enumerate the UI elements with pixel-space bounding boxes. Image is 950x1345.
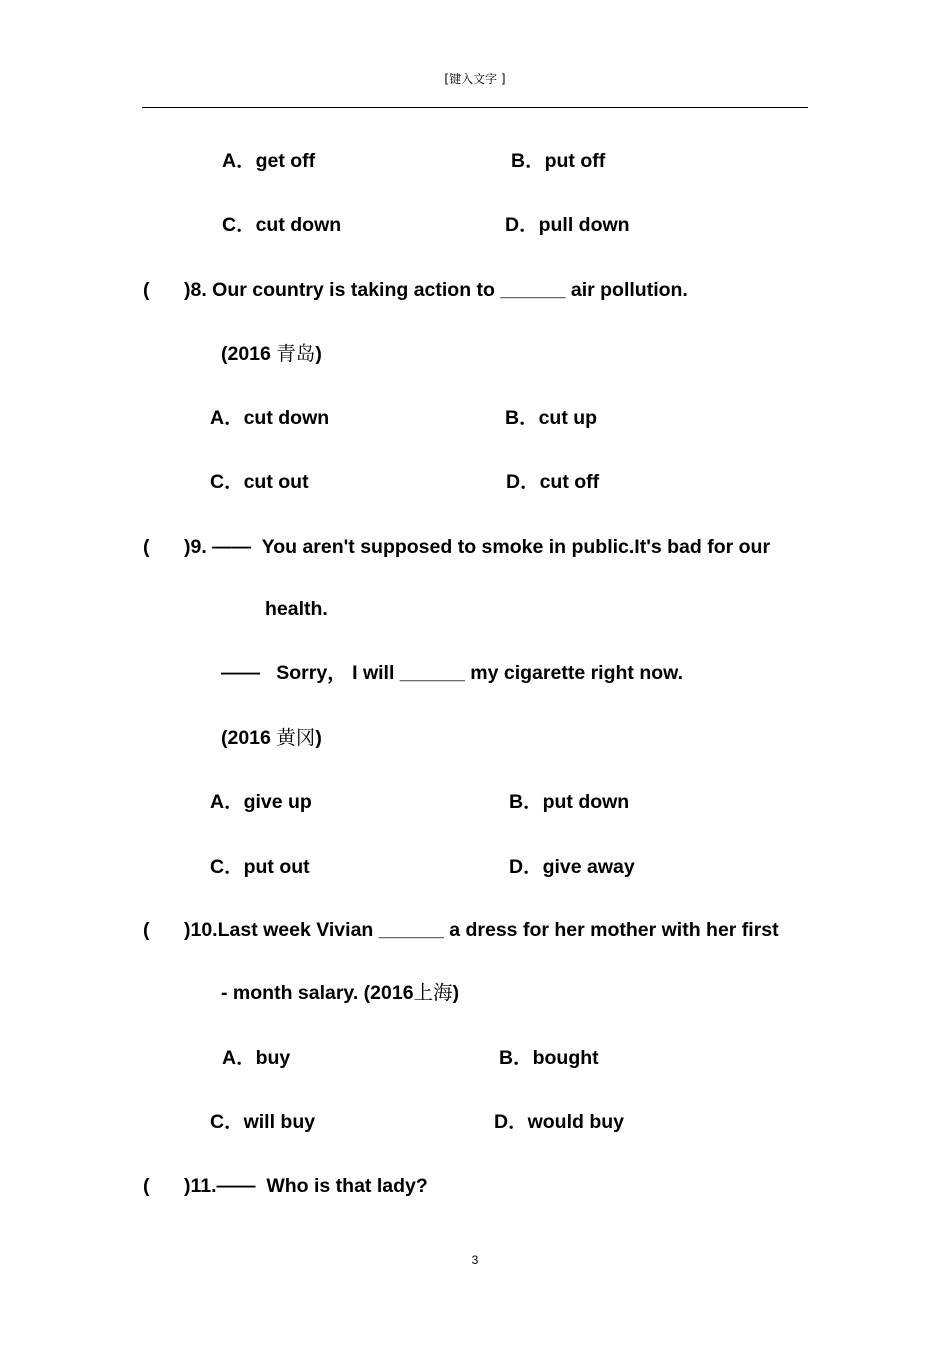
question-stem-line-2: health.	[265, 598, 328, 620]
source-place: 上海	[413, 981, 453, 1004]
option-b: B．put down	[509, 791, 630, 813]
stem-prefix: - month salary. (2016	[221, 982, 414, 1004]
option-c: C．cut down	[222, 214, 342, 236]
option-d: D．would buy	[494, 1111, 624, 1133]
source-place: 黄冈	[276, 726, 316, 749]
option-a: A．get off	[222, 150, 316, 172]
source-place: 青岛	[276, 342, 316, 365]
header-divider	[142, 107, 808, 108]
answer-paren: (	[143, 1175, 150, 1197]
option-d: D．cut off	[506, 471, 600, 493]
question-stem-line-1: )10.Last week Vivian ______ a dress for her mother with her first	[184, 919, 779, 941]
source-year: (2016	[221, 727, 271, 749]
option-d: D．pull down	[505, 214, 630, 236]
answer-paren: (	[143, 919, 150, 941]
option-b: B．put off	[511, 150, 606, 172]
question-stem: )8. Our country is taking action to ______ air pollution.	[184, 279, 688, 301]
option-d: D．give away	[509, 856, 635, 878]
question-stem-line-2	[221, 981, 459, 1005]
option-c: C．will buy	[210, 1111, 316, 1133]
question-stem: )11.—— Who is that lady?	[184, 1175, 428, 1197]
option-a: A．buy	[222, 1047, 291, 1069]
option-b: B．bought	[499, 1047, 599, 1069]
option-b: B．cut up	[505, 407, 598, 429]
source-close: )	[452, 982, 460, 1004]
answer-paren: (	[143, 536, 150, 558]
header-text: [键入文字 ]	[444, 72, 506, 86]
question-source	[221, 342, 322, 366]
dialogue-reply: —— Sorry， I will ______ my cigarette right now.	[221, 662, 684, 684]
source-close: )	[315, 727, 322, 749]
question-source	[221, 726, 322, 750]
option-c: C．put out	[210, 856, 310, 878]
answer-paren: (	[143, 279, 150, 301]
source-year: (2016	[221, 343, 271, 365]
option-c: C．cut out	[210, 471, 309, 493]
page-number: 3	[471, 1253, 479, 1267]
question-stem-line-1: )9. —— You aren't supposed to smoke in public.It's bad for our	[184, 536, 771, 558]
option-a: A．cut down	[210, 407, 330, 429]
source-close: )	[315, 343, 322, 365]
option-a: A．give up	[210, 791, 312, 813]
